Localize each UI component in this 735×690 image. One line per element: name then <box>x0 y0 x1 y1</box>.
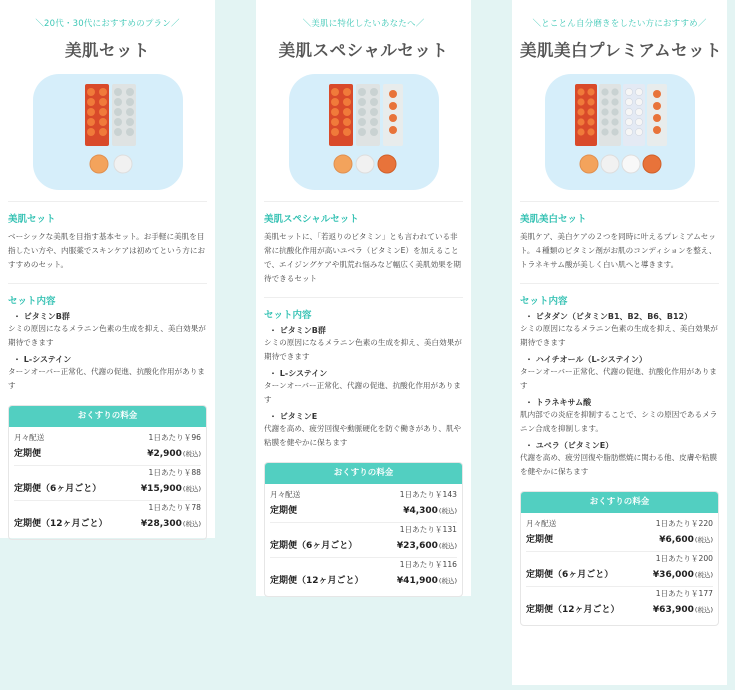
ingredient-desc: 代謝を高め、疲労回復や脂肪燃焼に関わる他、皮膚や粘膜を健やかに保ちます <box>520 453 718 476</box>
price-table <box>520 491 719 626</box>
plan-name: 定期便 <box>526 535 554 545</box>
ingredient-desc: ターンオーバー正常化、代謝の促進、抗酸化作用があります <box>520 367 717 390</box>
per-day-price: 1日あたり￥177 <box>655 589 713 598</box>
plan-price: ¥6,600 <box>659 535 694 545</box>
plan-price: ¥2,900 <box>147 449 182 459</box>
plan-name: 定期便（6ヶ月ごと） <box>526 570 614 580</box>
tax-label: (税込) <box>182 450 201 458</box>
ingredients-heading: セット内容 <box>264 310 312 321</box>
set-description: ベーシックな美肌を目指す基本セット。お手軽に美肌を目指したい方や、内服薬でスキンケアは初めてという方におすすめのセット。 <box>8 232 206 269</box>
ingredient-name: ・ トラネキサム酸 <box>525 398 592 407</box>
plan-card-bihada <box>0 0 215 538</box>
plan-price: ¥28,300 <box>140 519 182 529</box>
tax-label: (税込) <box>694 536 713 544</box>
price-table <box>264 462 463 597</box>
price-table-header: おくすりの料金 <box>265 463 462 484</box>
ingredient-desc: シミの原因になるメラニン色素の生成を抑え、美白効果が期待できます <box>520 324 718 347</box>
ingredient-name: ・ L-システイン <box>269 369 328 378</box>
tax-label: (税込) <box>182 520 201 528</box>
per-day-price: 1日あたり￥88 <box>148 468 201 477</box>
ingredient-name: ・ ハイチオール（L-システイン） <box>525 355 647 364</box>
plan-tagline: ＼20代・30代におすすめのプラン／ <box>35 19 180 29</box>
ingredient-desc: ターンオーバー正常化、代謝の促進、抗酸化作用があります <box>264 381 461 404</box>
ingredient-name: ・ ユベラ（ビタミンE） <box>525 441 614 450</box>
plan-name: 定期便 <box>270 506 298 516</box>
tax-label: (税込) <box>438 507 457 515</box>
tax-label: (税込) <box>694 571 713 579</box>
set-description: 美肌セットに、「若返りのビタミン」とも言われている非常に抗酸化作用が高いユベラ（ビタミンE）を加えることで、エイジングケアや肌荒れ悩みなど幅広く美肌効果を期待できるセット <box>264 232 461 283</box>
price-table-header: おくすりの料金 <box>9 406 206 427</box>
ingredient-name: ・ L-システイン <box>13 355 72 364</box>
tax-label: (税込) <box>438 542 457 550</box>
plan-card-special <box>256 0 471 596</box>
ingredients-heading: セット内容 <box>520 296 568 307</box>
product-image <box>33 74 183 190</box>
per-day-price: 1日あたり￥143 <box>399 490 457 499</box>
ingredient-desc: シミの原因になるメラニン色素の生成を抑え、美白効果が期待できます <box>264 338 462 361</box>
delivery-label: 月々配送 <box>14 433 45 442</box>
ingredients-heading: セット内容 <box>8 296 56 307</box>
tax-label: (税込) <box>182 485 201 493</box>
plan-card-premium <box>512 0 727 685</box>
blister-pack-white <box>112 84 136 146</box>
ingredient-desc: 代謝を高め、疲労回復や動脈硬化を防ぐ働きがあり、肌や粘膜を健やかに保ちます <box>264 424 462 447</box>
plan-price: ¥63,900 <box>652 605 694 615</box>
ingredient-desc: シミの原因になるメラニン色素の生成を抑え、美白効果が期待できます <box>8 324 206 347</box>
delivery-label: 月々配送 <box>270 490 301 499</box>
ingredient-name: ・ ビタミンB群 <box>269 326 326 335</box>
plan-price: ¥41,900 <box>396 576 438 586</box>
per-day-price: 1日あたり￥96 <box>148 433 201 442</box>
plan-name: 定期便（6ヶ月ごと） <box>270 541 358 551</box>
ingredient-name: ・ ビタミンE <box>269 412 318 421</box>
per-day-price: 1日あたり￥78 <box>148 503 201 512</box>
plan-price: ¥36,000 <box>652 570 694 580</box>
ingredient-name: ・ ビタダン（ビタミンB1、B2、B6、B12） <box>525 312 693 321</box>
plan-price: ¥15,900 <box>140 484 182 494</box>
price-table-header: おくすりの料金 <box>521 492 718 513</box>
blister-pack-orange <box>85 84 109 146</box>
tax-label: (税込) <box>694 606 713 614</box>
tax-label: (税込) <box>438 577 457 585</box>
product-image <box>545 74 695 190</box>
plan-name: 定期便（12ヶ月ごと） <box>14 519 108 529</box>
plan-name: 定期便（12ヶ月ごと） <box>526 605 620 615</box>
plan-name: 定期便（6ヶ月ごと） <box>14 484 102 494</box>
set-description: 美肌ケア、美白ケアの２つを同時に叶えるプレミアムセット。４種類のビタミン剤がお肌のコンディションを整え、トラネキサム酸が美しく白い肌へと導きます。 <box>520 232 717 269</box>
plan-name: 定期便（12ヶ月ごと） <box>270 576 364 586</box>
set-name-heading: 美肌スペシャルセット <box>264 214 359 225</box>
per-day-price: 1日あたり￥116 <box>399 560 457 569</box>
per-day-price: 1日あたり￥220 <box>655 519 713 528</box>
plan-title: 美肌スペシャルセット <box>278 41 449 60</box>
ingredient-desc: 肌内部での炎症を抑制することで、シミの原因であるメラニン合成を抑制します。 <box>520 410 718 433</box>
plan-price: ¥23,600 <box>396 541 438 551</box>
price-table <box>8 405 207 540</box>
per-day-price: 1日あたり￥131 <box>399 525 457 534</box>
product-image <box>289 74 439 190</box>
plan-price: ¥4,300 <box>403 506 438 516</box>
ingredient-desc: ターンオーバー正常化、代謝の促進、抗酸化作用があります <box>8 367 205 390</box>
plan-title: 美肌セット <box>65 41 150 60</box>
per-day-price: 1日あたり￥200 <box>655 554 713 563</box>
set-name-heading: 美肌セット <box>8 214 56 225</box>
set-name-heading: 美肌美白セット <box>520 214 587 225</box>
plan-title: 美肌美白プレミアムセット <box>520 41 723 60</box>
plan-tagline: ＼美肌に特化したいあなたへ／ <box>302 19 425 29</box>
plan-name: 定期便 <box>14 449 42 459</box>
ingredient-name: ・ ビタミンB群 <box>13 312 70 321</box>
delivery-label: 月々配送 <box>526 519 557 528</box>
plan-tagline: ＼とことん自分磨きをしたい方におすすめ／ <box>532 19 707 29</box>
